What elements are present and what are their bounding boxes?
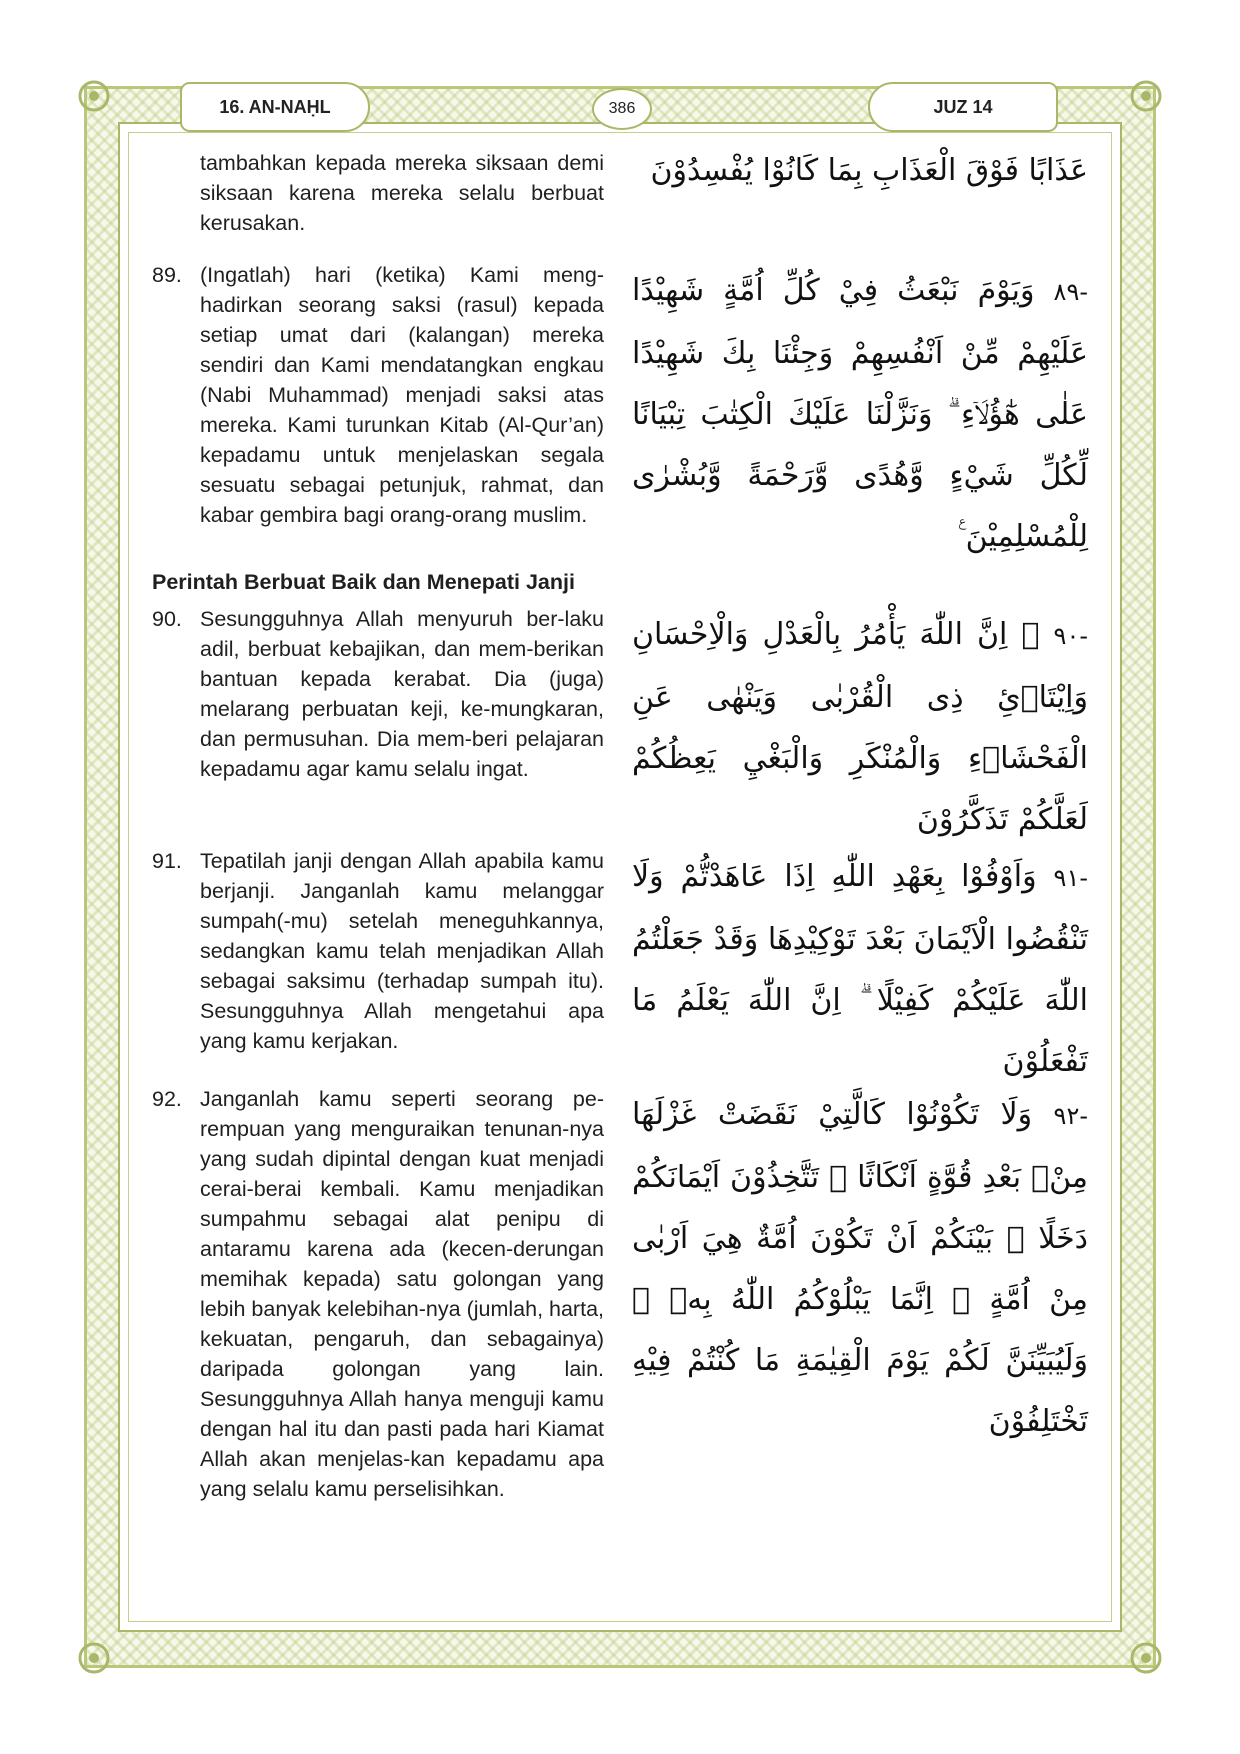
translation-text: Tepatilah janji dengan Allah apabila kamu berjanji. Janganlah kamu melanggar sumpah(-mu) setelah meneguhkannya, sedangkan kamu telah menjadikan Allah sebagai saksimu (terhadap sumpah itu). Sesungguhnya Allah mengetahui apa yang kamu kerjakan. bbox=[200, 849, 604, 1053]
arabic-verse-number: -٩١ bbox=[1053, 864, 1088, 892]
corner-ornament-icon bbox=[76, 1640, 112, 1676]
corner-ornament-icon bbox=[1128, 1640, 1164, 1676]
surah-title: 16. AN-NAḤL bbox=[180, 82, 370, 132]
arabic-verse-number: -٩٢ bbox=[1053, 1102, 1088, 1130]
arabic-text bbox=[632, 1084, 1088, 1452]
arabic-text bbox=[632, 260, 1088, 567]
section-heading: Perintah Berbuat Baik dan Menepati Janji bbox=[152, 570, 575, 594]
arabic-verse-number: -٩٠ bbox=[1053, 622, 1088, 650]
translation bbox=[152, 846, 604, 1056]
juz-label: JUZ 14 bbox=[868, 82, 1058, 132]
arabic-verse-number: -٨٩ bbox=[1053, 278, 1088, 306]
translation-text: Janganlah kamu seperti seorang pe-rempuan yang menguraikan tenunan-nya yang sudah dipintal dengan kuat menjadi cerai-berai kembali. Kamu menjadikan sumpahmu sebagai alat penipu di antaramu karena ada (kecen-derungan memihak kepada) satu golongan yang lebih banyak kelebihan-nya (jumlah, harta, kekuatan, pengaruh, dan sebagainya) daripada golongan yang lain. Sesungguhnya Allah hanya menguji kamu dengan hal itu dan pasti pada hari Kiamat Allah akan menjelas-kan kepadamu apa yang selalu kamu perselisihkan. bbox=[200, 1087, 604, 1501]
arabic-text bbox=[632, 604, 1088, 850]
translation bbox=[152, 1084, 604, 1504]
verse-number: 91. bbox=[152, 849, 182, 873]
verse-number: 90. bbox=[152, 607, 182, 631]
arabic-verse: ۞ اِنَّ اللّٰهَ يَأْمُرُ بِالْعَدْلِ وَالْاِحْسَانِ وَاِيْتَاۤئِ ذِى الْقُرْبٰى وَيَنْهٰى عَنِ الْفَحْشَاۤءِ وَالْمُنْكَرِ وَالْبَغْيِ يَعِظُكُمْ لَعَلَّكُمْ تَذَكَّرُوْنَ bbox=[632, 617, 1088, 837]
arabic-text bbox=[632, 140, 1088, 201]
verse-number: 89. bbox=[152, 263, 182, 287]
translation bbox=[152, 148, 604, 238]
translation-text: Sesungguhnya Allah menyuruh ber-laku adil, berbuat kebajikan, dan mem-berikan bantuan kepada kerabat. Dia (juga) melarang perbuatan keji, ke-mungkaran, dan permusuhan. Dia mem-beri pelajaran kepadamu agar kamu selalu ingat. bbox=[200, 607, 604, 781]
arabic-text bbox=[632, 846, 1088, 1092]
verse-number: 92. bbox=[152, 1087, 182, 1111]
corner-ornament-icon bbox=[76, 78, 112, 114]
translation bbox=[152, 260, 604, 530]
translation-text: tambahkan kepada mereka siksaan demi siksaan karena mereka selalu berbuat kerusakan. bbox=[200, 151, 604, 235]
arabic-verse: وَلَا تَكُوْنُوْا كَالَّتِيْ نَقَضَتْ غَزْلَهَا مِنْۢ بَعْدِ قُوَّةٍ اَنْكَاثًا ۗ تَتَّخِذُوْنَ اَيْمَانَكُمْ دَخَلًا ۢ بَيْنَكُمْ اَنْ تَكُوْنَ اُمَّةٌ هِيَ اَرْبٰى مِنْ اُمَّةٍ ۗ اِنَّمَا يَبْلُوْكُمُ اللّٰهُ بِهٖ ۗ وَلَيُبَيِّنَنَّ لَكُمْ يَوْمَ الْقِيٰمَةِ مَا كُنْتُمْ فِيْهِ تَخْتَلِفُوْنَ bbox=[632, 1097, 1088, 1439]
arabic-verse: وَاَوْفُوْا بِعَهْدِ اللّٰهِ اِذَا عَاهَدْتُّمْ وَلَا تَنْقُضُوا الْاَيْمَانَ بَعْدَ تَوْكِيْدِهَا وَقَدْ جَعَلْتُمُ اللّٰهَ عَلَيْكُمْ كَفِيْلًا ۗ اِنَّ اللّٰهَ يَعْلَمُ مَا تَفْعَلُوْنَ bbox=[632, 859, 1088, 1079]
arabic-verse: عَذَابًا فَوْقَ الْعَذَابِ بِمَا كَانُوْا يُفْسِدُوْنَ bbox=[650, 153, 1088, 188]
arabic-verse: وَيَوْمَ نَبْعَثُ فِيْ كُلِّ اُمَّةٍ شَهِيْدًا عَلَيْهِمْ مِّنْ اَنْفُسِهِمْ وَجِئْنَا بِكَ شَهِيْدًا عَلٰى هٰٓؤُلَاۤءِ ۗ وَنَزَّلْنَا عَلَيْكَ الْكِتٰبَ تِبْيَانًا لِّكُلِّ شَيْءٍ وَّهُدًى وَّرَحْمَةً وَّبُشْرٰى لِلْمُسْلِمِيْنَ ࣖ bbox=[632, 273, 1088, 554]
page-number: 386 bbox=[592, 88, 652, 130]
corner-ornament-icon bbox=[1128, 78, 1164, 114]
translation-text: (Ingatlah) hari (ketika) Kami meng-hadirkan seorang saksi (rasul) kepada setiap umat dari (kalangan) mereka sendiri dan Kami mendatangkan engkau (Nabi Muhammad) menjadi saksi atas mereka. Kami turunkan Kitab (Al-Qur’an) kepadamu untuk menjelaskan segala sesuatu sebagai petunjuk, rahmat, dan kabar gembira bagi orang-orang muslim. bbox=[200, 263, 604, 527]
translation bbox=[152, 604, 604, 784]
